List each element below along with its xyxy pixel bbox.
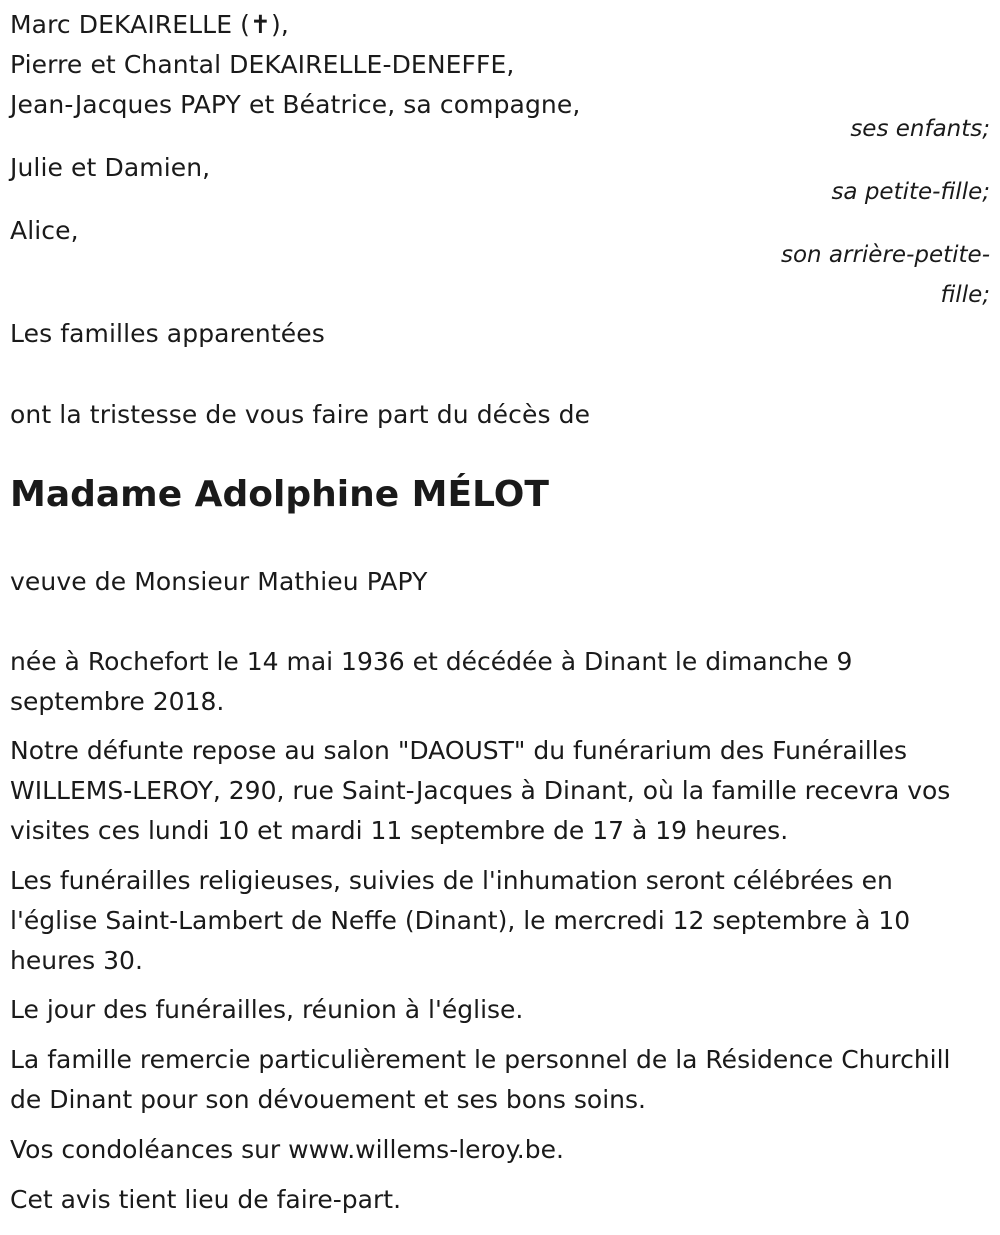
meeting-paragraph: Le jour des funérailles, réunion à l'église.: [10, 995, 524, 1024]
great-granddaughter-label-2: fille;: [940, 282, 990, 308]
granddaughter-line: Julie et Damien,: [10, 153, 211, 182]
great-granddaughter-label-1: son arrière-petite-: [780, 242, 990, 268]
notice-paragraph: Cet avis tient lieu de faire-part.: [10, 1185, 402, 1214]
widow-of-text: veuve de Monsieur Mathieu PAPY: [10, 567, 428, 596]
family-line-3: Jean-Jacques PAPY et Béatrice, sa compagne,: [10, 90, 581, 119]
family-line-2: Pierre et Chantal DEKAIRELLE-DENEFFE,: [10, 50, 515, 79]
funeral-paragraph: Les funérailles religieuses, suivies de l'inhumation seront célébrées en l'église Saint-Lambert de Neffe (Dinant), le mercredi 12 septembre à 10 heures 30.: [10, 866, 911, 975]
granddaughter-label: sa petite-fille;: [831, 179, 990, 205]
announcement-text: ont la tristesse de vous faire part du décès de: [10, 400, 591, 429]
family-line-1: Marc DEKAIRELLE (✝),: [10, 10, 289, 39]
great-granddaughter-line: Alice,: [10, 216, 79, 245]
related-families: Les familles apparentées: [10, 319, 325, 348]
birth-death-paragraph: née à Rochefort le 14 mai 1936 et décédée à Dinant le dimanche 9 septembre 2018.: [10, 647, 853, 716]
thanks-paragraph: La famille remercie particulièrement le personnel de la Résidence Churchill de Dinant pour son dévouement et ses bons soins.: [10, 1045, 951, 1114]
deceased-name: Madame Adolphine MÉLOT: [10, 474, 549, 515]
viewing-paragraph: Notre défunte repose au salon "DAOUST" du funérarium des Funérailles WILLEMS-LEROY, 290, rue Saint-Jacques à Dinant, où la famille recevra vos visites ces lundi 10 et mardi 11 septembre de 17 à 19 heures.: [10, 736, 951, 845]
condolences-paragraph: Vos condoléances sur www.willems-leroy.be.: [10, 1135, 564, 1164]
children-label: ses enfants;: [850, 116, 990, 142]
